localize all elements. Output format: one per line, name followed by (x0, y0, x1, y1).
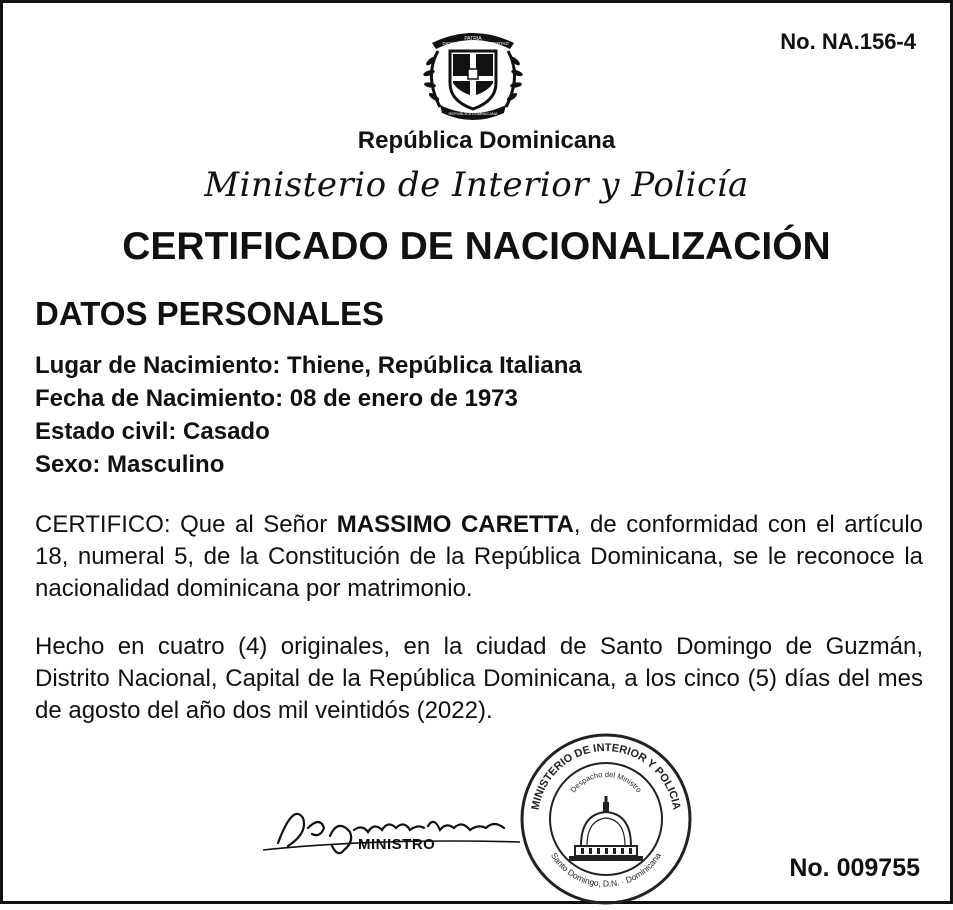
coat-of-arms-icon (418, 21, 528, 121)
certification-prefix: CERTIFICO: Que al Señor (35, 511, 337, 538)
person-name: MASSIMO CARETTA (336, 511, 574, 538)
svg-text:DIOS: DIOS (442, 41, 454, 46)
certification-paragraph (35, 509, 923, 605)
handwritten-signature (258, 798, 528, 868)
svg-text:REPUBLICA DOMINICANA: REPUBLICA DOMINICANA (448, 111, 498, 116)
official-seal-icon (515, 728, 697, 910)
signer-title: MINISTRO (358, 836, 436, 853)
sex-row: Sexo: Masculino (35, 451, 225, 478)
document-title: CERTIFICADO DE NACIONALIZACIÓN (122, 225, 831, 268)
certification-suffix: , de conformidad con el artículo 18, numeral 5, de la Constitución de la República Dominicana, se le reconoce la nacionalidad dominicana por matrimonio. (35, 511, 923, 602)
personal-data-list (35, 349, 582, 481)
svg-text:LIBERTAD: LIBERTAD (487, 41, 509, 46)
svg-text:Santo Domingo, D.N. · Dominica: Santo Domingo, D.N. · Dominicana (549, 850, 663, 889)
personal-data-heading: DATOS PERSONALES (35, 295, 384, 332)
svg-text:MINISTERIO DE INTERIOR Y POLIC: MINISTERIO DE INTERIOR Y POLICIA (529, 741, 683, 811)
document-number-top: No. NA.156-4 (780, 29, 916, 54)
document-number-bottom: No. 009755 (789, 854, 920, 882)
country-name: República Dominicana (357, 127, 616, 154)
civil-status-row: Estado civil: Casado (35, 418, 270, 445)
svg-text:PATRIA: PATRIA (464, 36, 482, 42)
birthplace-row: Lugar de Nacimiento: Thiene, República Italiana (35, 352, 582, 379)
svg-text:Despacho del Ministro: Despacho del Ministro (568, 769, 644, 795)
issuance-paragraph: Hecho en cuatro (4) originales, en la ciudad de Santo Domingo de Guzmán, Distrito Nacional, Capital de la República Dominicana, a los cinco (5) días del mes de agosto del año dos mil veintidós (2022). (35, 633, 923, 724)
ministry-name: Ministerio de Interior y Policía (204, 165, 749, 205)
birthdate-row: Fecha de Nacimiento: 08 de enero de 1973 (35, 385, 518, 412)
